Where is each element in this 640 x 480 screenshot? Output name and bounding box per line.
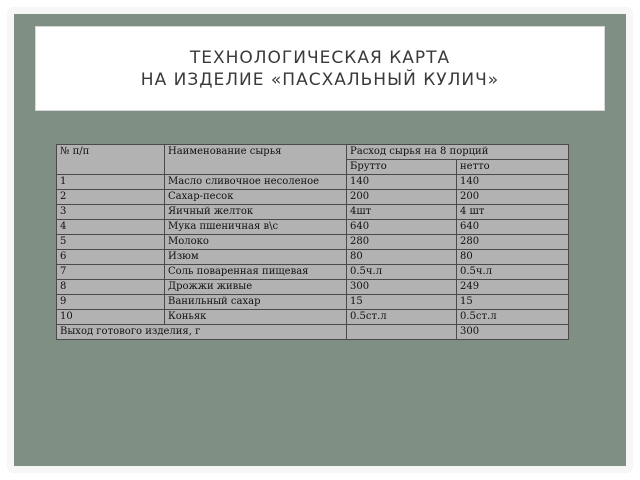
- cell-num: 5: [57, 235, 165, 250]
- table-row: [57, 310, 569, 325]
- cell-gross: 80: [347, 250, 457, 265]
- table-row: [57, 235, 569, 250]
- cell-num: 9: [57, 295, 165, 310]
- output-row: [57, 325, 569, 340]
- cell-net: 80: [457, 250, 569, 265]
- table-row: [57, 190, 569, 205]
- header-consumption: Расход сырья на 8 порций: [347, 145, 569, 160]
- cell-gross: 200: [347, 190, 457, 205]
- cell-gross: 640: [347, 220, 457, 235]
- header-gross: Брутто: [347, 160, 457, 175]
- output-net: 300: [457, 325, 569, 340]
- header-name: Наименование сырья: [165, 145, 347, 175]
- cell-num: 3: [57, 205, 165, 220]
- cell-name: Молоко: [165, 235, 347, 250]
- cell-gross: 300: [347, 280, 457, 295]
- title-box: [35, 26, 605, 111]
- cell-gross: 280: [347, 235, 457, 250]
- cell-gross: 15: [347, 295, 457, 310]
- cell-gross: 140: [347, 175, 457, 190]
- table-row: [57, 205, 569, 220]
- cell-num: 4: [57, 220, 165, 235]
- cell-net: 280: [457, 235, 569, 250]
- cell-num: 7: [57, 265, 165, 280]
- cell-gross: 4шт: [347, 205, 457, 220]
- cell-num: 6: [57, 250, 165, 265]
- table-row: [57, 295, 569, 310]
- cell-net: 140: [457, 175, 569, 190]
- cell-name: Масло сливочное несоленое: [165, 175, 347, 190]
- cell-net: 249: [457, 280, 569, 295]
- cell-num: 2: [57, 190, 165, 205]
- cell-net: 640: [457, 220, 569, 235]
- cell-net: 4 шт: [457, 205, 569, 220]
- cell-num: 10: [57, 310, 165, 325]
- cell-name: Дрожжи живые: [165, 280, 347, 295]
- cell-net: 0.5ч.л: [457, 265, 569, 280]
- cell-name: Сахар-песок: [165, 190, 347, 205]
- table-row: [57, 220, 569, 235]
- cell-num: 8: [57, 280, 165, 295]
- cell-name: Соль поваренная пищевая: [165, 265, 347, 280]
- cell-gross: 0.5ч.л: [347, 265, 457, 280]
- cell-num: 1: [57, 175, 165, 190]
- table-row: [57, 250, 569, 265]
- table-row: [57, 280, 569, 295]
- cell-gross: 0.5ст.л: [347, 310, 457, 325]
- cell-name: Мука пшеничная в\с: [165, 220, 347, 235]
- cell-name: Ванильный сахар: [165, 295, 347, 310]
- table-row: [57, 265, 569, 280]
- cell-net: 15: [457, 295, 569, 310]
- cell-name: Яичный желток: [165, 205, 347, 220]
- title-line-1: ТЕХНОЛОГИЧЕСКАЯ КАРТА: [189, 47, 451, 68]
- output-label: Выход готового изделия, г: [57, 325, 347, 340]
- header-net: нетто: [457, 160, 569, 175]
- cell-net: 200: [457, 190, 569, 205]
- cell-name: Коньяк: [165, 310, 347, 325]
- cell-net: 0.5ст.л: [457, 310, 569, 325]
- header-row: [57, 145, 569, 160]
- output-gross: [347, 325, 457, 340]
- header-num: № п/п: [57, 145, 165, 175]
- title-line-2: НА ИЗДЕЛИЕ «ПАСХАЛЬНЫЙ КУЛИЧ»: [140, 69, 500, 90]
- slide: [14, 14, 626, 466]
- cell-name: Изюм: [165, 250, 347, 265]
- tech-card-table: [56, 144, 569, 340]
- table-row: [57, 175, 569, 190]
